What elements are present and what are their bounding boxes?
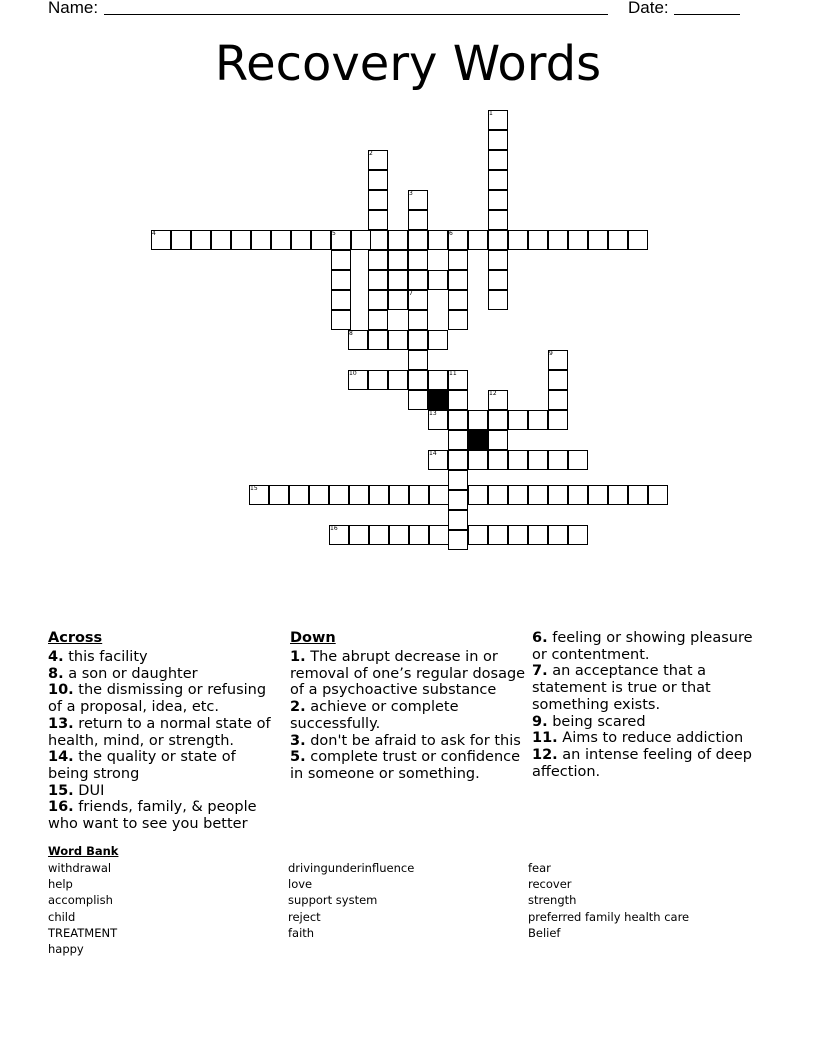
grid-cell[interactable] [448, 250, 468, 270]
grid-cell[interactable] [488, 270, 508, 290]
grid-cell[interactable] [408, 270, 428, 290]
clue-number: 11 [449, 370, 457, 377]
grid-cell[interactable] [528, 410, 548, 430]
grid-cell[interactable] [448, 410, 468, 430]
word-bank-column-2 [288, 860, 414, 941]
grid-cell[interactable] [368, 270, 388, 290]
clue-number: 10 [349, 370, 357, 377]
grid-cell[interactable] [448, 470, 468, 490]
clue-number: 7 [409, 290, 413, 297]
clue-item-number: 15. [48, 782, 74, 799]
grid-cell[interactable] [369, 525, 389, 545]
down-clues [290, 629, 526, 783]
word-bank-title: Word Bank [48, 844, 119, 858]
grid-cell[interactable] [528, 485, 548, 505]
grid-cell[interactable] [508, 410, 528, 430]
grid-cell[interactable] [488, 230, 508, 250]
grid-cell[interactable] [568, 485, 588, 505]
grid-cell[interactable] [468, 485, 488, 505]
grid-cell[interactable] [508, 230, 528, 250]
grid-cell[interactable] [171, 230, 191, 250]
word-bank-item: help [48, 877, 73, 892]
grid-cell[interactable] [309, 485, 329, 505]
clue-item [532, 714, 768, 731]
clue-item-text: feeling or showing pleasure or contentment. [532, 630, 753, 663]
grid-cell[interactable] [408, 250, 428, 270]
word-bank-item: accomplish [48, 893, 113, 908]
grid-cell[interactable] [488, 450, 508, 470]
clue-number: 15 [250, 485, 258, 492]
clue-item [48, 749, 280, 782]
grid-cell[interactable] [488, 410, 508, 430]
clue-number: 6 [449, 230, 453, 237]
clue-number: 9 [549, 350, 553, 357]
grid-cell[interactable] [389, 525, 409, 545]
clue-number: 1 [489, 110, 493, 117]
grid-cell[interactable] [409, 525, 429, 545]
grid-cell-black [468, 430, 488, 450]
clue-item [532, 663, 768, 713]
grid-cell[interactable] [448, 530, 468, 550]
grid-cell[interactable] [331, 270, 351, 290]
grid-cell[interactable] [588, 485, 608, 505]
grid-cell[interactable] [408, 350, 428, 370]
grid-cell[interactable] [488, 130, 508, 150]
grid-cell[interactable] [368, 190, 388, 210]
grid-cell[interactable] [528, 230, 548, 250]
grid-cell[interactable] [269, 485, 289, 505]
grid-cell[interactable] [408, 390, 428, 410]
clue-number: 2 [369, 150, 373, 157]
grid-cell[interactable] [409, 485, 429, 505]
grid-cell[interactable] [508, 485, 528, 505]
grid-cell[interactable] [588, 230, 608, 250]
clue-item [290, 749, 526, 782]
grid-cell[interactable] [608, 485, 628, 505]
clue-item-text: complete trust or confidence in someone or something. [290, 749, 521, 782]
grid-cell[interactable] [488, 170, 508, 190]
grid-cell[interactable] [368, 310, 388, 330]
clue-item-number: 3. [290, 732, 306, 749]
clue-item [48, 783, 280, 800]
grid-cell[interactable] [331, 310, 351, 330]
grid-cell[interactable] [369, 485, 389, 505]
across-heading: Across [48, 630, 103, 646]
clue-item-number: 16. [48, 799, 74, 816]
grid-cell[interactable] [628, 485, 648, 505]
clue-item [48, 799, 280, 832]
grid-cell[interactable] [388, 370, 408, 390]
down-clue-list [290, 649, 526, 783]
grid-cell[interactable] [368, 170, 388, 190]
clue-item-text: an intense feeling of deep affection. [532, 746, 752, 780]
grid-cell[interactable] [388, 290, 408, 310]
grid-cell[interactable] [488, 290, 508, 310]
grid-cell[interactable] [368, 250, 388, 270]
word-bank-item: drivingunderinfluence [288, 861, 415, 875]
clue-item-number: 9. [532, 713, 548, 730]
grid-cell[interactable] [568, 525, 588, 545]
grid-cell[interactable] [448, 430, 468, 450]
clue-item [48, 649, 280, 666]
grid-cell[interactable] [429, 525, 449, 545]
grid-cell[interactable] [488, 150, 508, 170]
clue-number: 8 [349, 330, 353, 337]
word-bank-item: child [48, 909, 76, 924]
grid-cell[interactable] [548, 485, 568, 505]
grid-cell[interactable] [488, 485, 508, 505]
clue-number: 5 [332, 230, 336, 237]
grid-cell[interactable] [331, 290, 351, 310]
clue-item-number: 1. [290, 649, 306, 665]
clue-item-number: 7. [532, 663, 548, 680]
clue-item-text: DUI [73, 782, 105, 799]
grid-cell[interactable] [528, 525, 548, 545]
grid-cell[interactable] [508, 525, 528, 545]
word-bank-item: fear [528, 861, 551, 875]
name-label: Name: [48, 0, 99, 17]
clue-number: 16 [330, 525, 338, 532]
word-bank-item: love [288, 877, 313, 892]
clue-item [532, 730, 768, 747]
clue-item-text: the quality or state of being strong [48, 749, 236, 782]
clue-item-text: friends, family, & people who want to see you better [48, 799, 257, 833]
grid-cell[interactable] [548, 370, 568, 390]
clue-item-number: 11. [532, 730, 558, 747]
down-clues-continued [532, 630, 768, 780]
grid-cell[interactable] [648, 485, 668, 505]
clue-item-number: 12. [532, 746, 558, 763]
grid-cell[interactable] [488, 430, 508, 450]
down-heading: Down [290, 630, 336, 646]
grid-cell[interactable] [448, 510, 468, 530]
grid-cell[interactable] [548, 450, 568, 470]
clue-item-text: Aims to reduce addiction [557, 730, 744, 747]
grid-cell[interactable] [468, 450, 488, 470]
clue-number: 14 [429, 450, 437, 457]
grid-cell[interactable] [368, 230, 388, 250]
grid-cell[interactable] [568, 230, 588, 250]
grid-cell[interactable] [311, 230, 331, 250]
grid-cell[interactable] [508, 450, 528, 470]
grid-cell[interactable] [291, 230, 311, 250]
word-bank-item: faith [288, 925, 315, 940]
grid-cell[interactable] [568, 450, 588, 470]
clue-item-number: 5. [290, 749, 306, 766]
grid-cell[interactable] [388, 230, 408, 250]
grid-cell[interactable] [351, 230, 371, 250]
clue-item [290, 649, 526, 699]
clue-item-text: an acceptance that a statement is true or that something exists. [532, 663, 711, 713]
clue-item [48, 716, 280, 749]
clue-number: 13 [429, 410, 437, 417]
grid-cell[interactable] [349, 485, 369, 505]
grid-cell[interactable] [368, 290, 388, 310]
grid-cell[interactable] [548, 390, 568, 410]
grid-cell[interactable] [448, 490, 468, 510]
grid-cell[interactable] [368, 330, 388, 350]
across-clues [48, 629, 280, 833]
grid-cell[interactable] [289, 485, 309, 505]
grid-cell[interactable] [628, 230, 648, 250]
grid-cell[interactable] [428, 330, 448, 350]
clue-item-number: 2. [290, 699, 306, 716]
clue-item-text: this facility [63, 649, 148, 665]
word-bank-column-3 [528, 860, 689, 941]
grid-cell-black [428, 390, 448, 410]
clue-number: 4 [152, 230, 156, 237]
grid-cell[interactable] [271, 230, 291, 250]
grid-cell[interactable] [329, 485, 349, 505]
clue-item-number: 6. [532, 630, 548, 646]
clue-item [532, 630, 768, 663]
word-bank-item: preferred family health care [528, 909, 690, 924]
clue-item-number: 4. [48, 649, 64, 665]
grid-cell[interactable] [448, 270, 468, 290]
clue-number: 12 [489, 390, 497, 397]
grid-cell[interactable] [368, 370, 388, 390]
grid-cell[interactable] [608, 230, 628, 250]
word-bank-item: TREATMENT [48, 925, 118, 940]
word-bank-item: strength [528, 893, 577, 908]
clue-item-text: achieve or complete successfully. [290, 699, 459, 732]
grid-cell[interactable] [468, 410, 488, 430]
clue-item-number: 8. [48, 665, 64, 682]
grid-cell[interactable] [231, 230, 251, 250]
grid-cell[interactable] [331, 250, 351, 270]
clue-item-text: return to a normal state of health, mind, or strength. [48, 715, 271, 749]
word-bank-column-1 [48, 860, 117, 957]
clue-number: 3 [409, 190, 413, 197]
grid-cell[interactable] [548, 410, 568, 430]
grid-cell[interactable] [251, 230, 271, 250]
grid-cell[interactable] [548, 525, 568, 545]
word-bank-item: reject [288, 909, 321, 924]
grid-cell[interactable] [468, 525, 488, 545]
down-clue-list-continued [532, 630, 768, 780]
grid-cell[interactable] [408, 230, 428, 250]
clue-item-text: the dismissing or refusing of a proposal, idea, etc. [48, 682, 267, 716]
clue-item-text: being scared [547, 713, 646, 730]
clue-item-text: a son or daughter [63, 665, 198, 682]
word-bank-item: happy [48, 942, 84, 957]
grid-cell[interactable] [528, 450, 548, 470]
grid-cell[interactable] [191, 230, 211, 250]
grid-cell[interactable] [429, 485, 449, 505]
grid-cell[interactable] [448, 310, 468, 330]
grid-cell[interactable] [408, 370, 428, 390]
clue-item [532, 747, 768, 780]
grid-cell[interactable] [488, 190, 508, 210]
clue-item-number: 10. [48, 682, 74, 699]
across-clue-list [48, 649, 280, 833]
clue-item-number: 14. [48, 749, 74, 766]
grid-cell[interactable] [408, 330, 428, 350]
grid-cell[interactable] [448, 390, 468, 410]
grid-cell[interactable] [428, 230, 448, 250]
grid-cell[interactable] [349, 525, 369, 545]
word-bank-item: withdrawal [48, 861, 112, 875]
grid-cell[interactable] [368, 210, 388, 230]
word-bank-item: support system [288, 893, 378, 908]
grid-cell[interactable] [488, 525, 508, 545]
clue-item-text: don't be afraid to ask for this [305, 732, 521, 749]
grid-cell[interactable] [428, 270, 448, 290]
grid-cell[interactable] [488, 250, 508, 270]
clue-item-text: The abrupt decrease in or removal of one’s regular dosage of a psychoactive substance [290, 649, 526, 699]
date-label: Date: [628, 0, 669, 17]
clue-item [290, 699, 526, 732]
grid-cell[interactable] [448, 450, 468, 470]
grid-cell[interactable] [388, 270, 408, 290]
clue-item [48, 666, 280, 683]
grid-cell[interactable] [389, 485, 409, 505]
grid-cell[interactable] [408, 210, 428, 230]
grid-cell[interactable] [548, 230, 568, 250]
grid-cell[interactable] [408, 310, 428, 330]
clue-item [48, 682, 280, 715]
grid-cell[interactable] [388, 330, 408, 350]
page-title: Recovery Words [214, 36, 602, 92]
grid-cell[interactable] [468, 230, 488, 250]
clue-item [290, 733, 526, 750]
grid-cell[interactable] [388, 250, 408, 270]
word-bank-item: Belief [528, 925, 561, 940]
clue-item-number: 13. [48, 715, 74, 732]
grid-cell[interactable] [448, 290, 468, 310]
grid-cell[interactable] [488, 210, 508, 230]
grid-cell[interactable] [428, 370, 448, 390]
grid-cell[interactable] [211, 230, 231, 250]
word-bank-item: recover [528, 877, 572, 892]
